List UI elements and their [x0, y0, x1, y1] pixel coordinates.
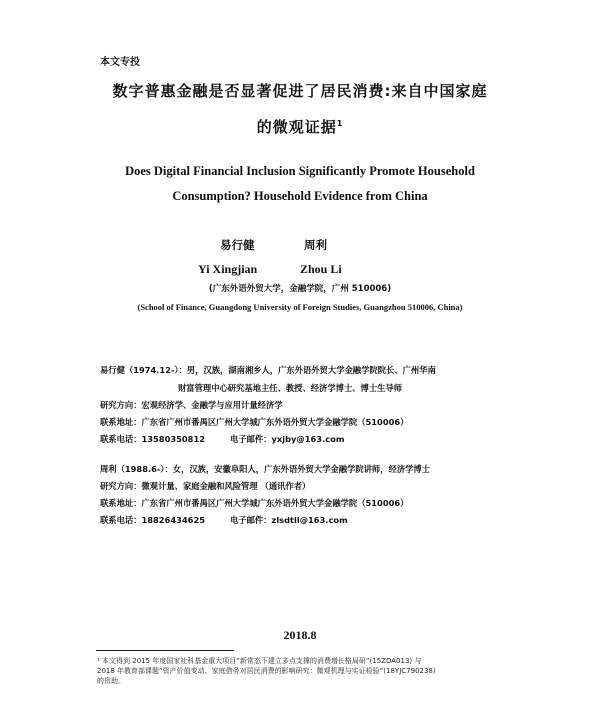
title-zh-line2-text: 的微观证据	[256, 118, 337, 136]
footnote-line2: 2018 年教育部课题“资产价值变动、家庭借务对居民消费的影响研究：微观机理与实证检验”(18YJC790238)	[97, 667, 436, 675]
affiliation-zh: (广东外语外贸大学，金融学院，广州 510006)	[208, 284, 392, 294]
title-en-line1: Does Digital Financial Inclusion Significantly Promote Household	[125, 164, 475, 178]
bio2-phone: 联系电话：18826434625	[100, 515, 205, 525]
bio1-line1: 易行健（1974.12-）：男，汉族，湖南湘乡人，广东外语外贸大学金融学院院长、广州华南	[100, 365, 436, 375]
author-en-1: Yi Xingjian	[198, 262, 258, 276]
bio2-research: 研究方向：微观计量、家庭金融和风险管理 （通讯作者）	[100, 481, 311, 491]
bio1-line2: 财富管理中心研究基地主任、教授、经济学博士、博士生导师	[178, 383, 403, 393]
title-footnote-marker: 1	[336, 119, 344, 128]
bio2-email: 电子邮件：zlsdtll@163.com	[230, 515, 348, 525]
bio2-line1: 周利（1988.6-）：女，汉族，安徽阜阳人，广东外语外贸大学金融学院讲师，经济学博士	[100, 464, 431, 474]
footnote-line1: ¹ 本文得到 2015 年度国家社科基金重大项目“新常态下建立多点支撑的消费增长格局研”(15ZDA013) 与	[97, 657, 422, 665]
footnote-line3: 的资助。	[97, 677, 125, 685]
author-zh-2: 周利	[304, 238, 327, 252]
bio1-research: 研究方向：宏观经济学、金融学与应用计量经济学	[100, 400, 283, 410]
title-zh-line2	[0, 116, 600, 137]
title-en-line2: Consumption? Household Evidence from China	[172, 189, 428, 203]
bio1-address: 联系地址：广东省广州市番禺区广州大学城广东外语外贸大学金融学院（510006）	[100, 417, 409, 427]
title-zh-line1: 数字普惠金融是否显著促进了居民消费:来自中国家庭	[112, 82, 488, 100]
affiliation-en: (School of Finance, Guangdong University of Foreign Studies, Guangzhou 510006, China)	[137, 302, 463, 312]
author-en-2: Zhou Li	[300, 262, 342, 276]
bio1-email: 电子邮件：yxjby@163.com	[230, 434, 345, 444]
bio2-address: 联系地址：广东省广州市番禺区广州大学城广东外语外贸大学金融学院（510006）	[100, 498, 409, 508]
bio1-phone: 联系电话：13580350812	[100, 434, 205, 444]
paper-date: 2018.8	[283, 628, 317, 642]
submission-label: 本文专投	[100, 57, 140, 68]
footnote-divider	[96, 650, 234, 651]
author-zh-1: 易行健	[220, 238, 255, 252]
